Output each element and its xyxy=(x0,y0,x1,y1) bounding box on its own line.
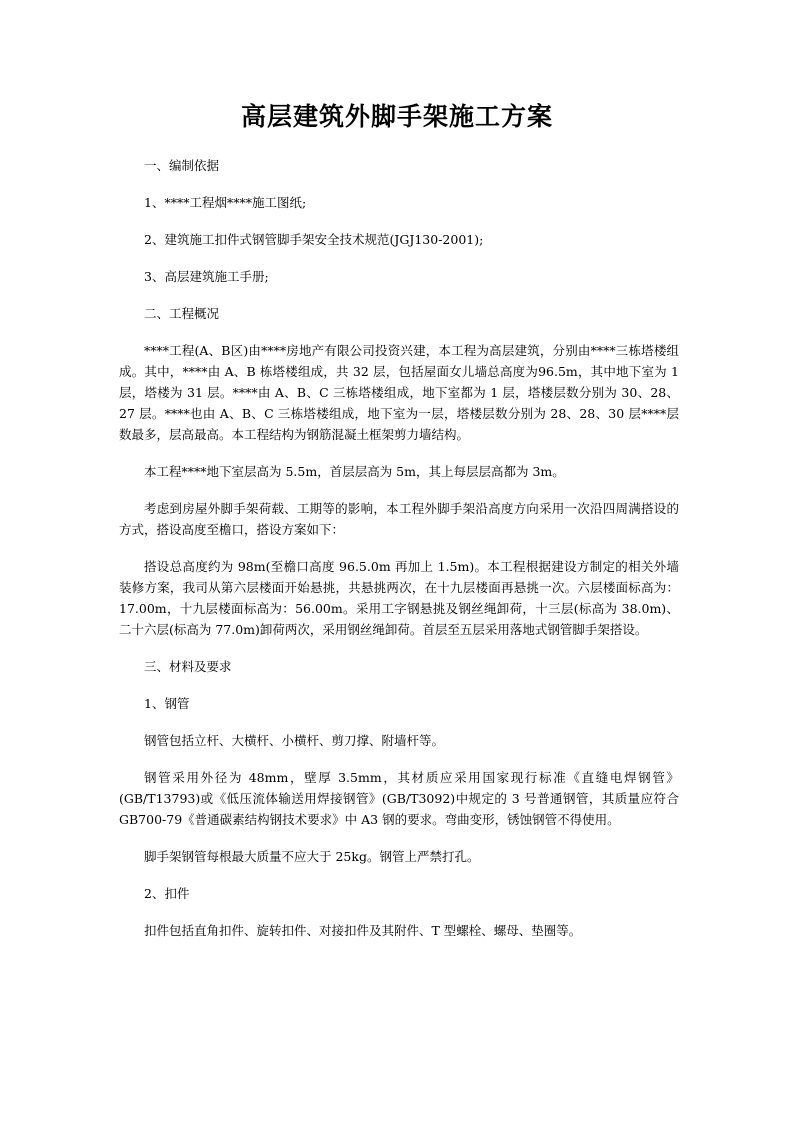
section-heading-basis: 一、编制依据 xyxy=(144,158,220,173)
body-paragraph: ****工程(A、B区)由****房地产有限公司投资兴建，本工程为高层建筑，分别由****三栋塔楼组成。其中，****由 A、B 栋塔楼组成，共 32 层，包括屋面女儿墙总高度为96.5m，其中地下室为 1 层，塔楼为 31 层。****由 A、B、C 三栋塔楼组成，地下室都为 1 层，塔楼层数分别为 30、28、27 层。****也由 A、B、C 三栋塔楼组成，地下室为一层，塔楼层数分别为 28、28、30 层****层数最多，层高最高。本工程结构为钢筋混凝土框架剪力墙结构。 xyxy=(119,343,679,442)
body-paragraph: 搭设总高度约为 98m(至檐口高度 96.5.0m 再加上 1.5m)。本工程根据建设方制定的相关外墙装修方案，我司从第六层楼面开始悬挑，共悬挑两次，在十九层楼面再悬挑一次。六层楼面标高为：17.00m，十九层楼面标高为：56.00m。采用工字钢悬挑及钢丝绳卸荷，十三层(标高为 38.0m)、二十六层(标高为 77.0m)卸荷两次，采用钢丝绳卸荷。首层至五层采用落地式钢管脚手架搭设。 xyxy=(119,559,679,637)
subsection-heading-fasteners: 2、扣件 xyxy=(144,886,190,901)
section-heading-overview: 二、工程概况 xyxy=(144,306,220,321)
list-item: 3、高层建筑施工手册; xyxy=(144,269,269,284)
section-heading-materials: 三、材料及要求 xyxy=(144,659,232,674)
subsection-heading-steel-pipe: 1、钢管 xyxy=(144,696,190,711)
list-item: 2、建筑施工扣件式钢管脚手架安全技术规范(JGJ130-2001); xyxy=(144,232,484,247)
document-body xyxy=(119,155,679,957)
body-paragraph: 考虑到房屋外脚手架荷载、工期等的影响，本工程外脚手架沿高度方向采用一次沿四周满搭设的方式，搭设高度至檐口，搭设方案如下： xyxy=(119,501,679,537)
body-paragraph: 钢管采用外径为 48mm，壁厚 3.5mm，其材质应采用国家现行标准《直缝电焊钢管》(GB/T13793)或《低压流体输送用焊接钢管》(GB/T3092)中规定的 3 号普通钢管，其质量应符合 GB700-79《普通碳素结构钢技术要求》中 A3 钢的要求。弯曲变形，锈蚀钢管不得使用。 xyxy=(119,770,679,827)
document-title: 高层建筑外脚手架施工方案 xyxy=(240,102,553,131)
list-item: 1、****工程烟****施工图纸; xyxy=(144,195,307,210)
body-paragraph: 扣件包括直角扣件、旋转扣件、对接扣件及其附件、T 型螺栓、螺母、垫圈等。 xyxy=(144,923,582,938)
body-paragraph: 钢管包括立杆、大横杆、小横杆、剪刀撑、附墙杆等。 xyxy=(144,733,445,748)
body-paragraph: 本工程****地下室层高为 5.5m，首层层高为 5m，其上每层层高都为 3m。 xyxy=(144,464,565,479)
body-paragraph: 脚手架钢管每根最大质量不应大于 25kg。钢管上严禁打孔。 xyxy=(144,849,480,864)
